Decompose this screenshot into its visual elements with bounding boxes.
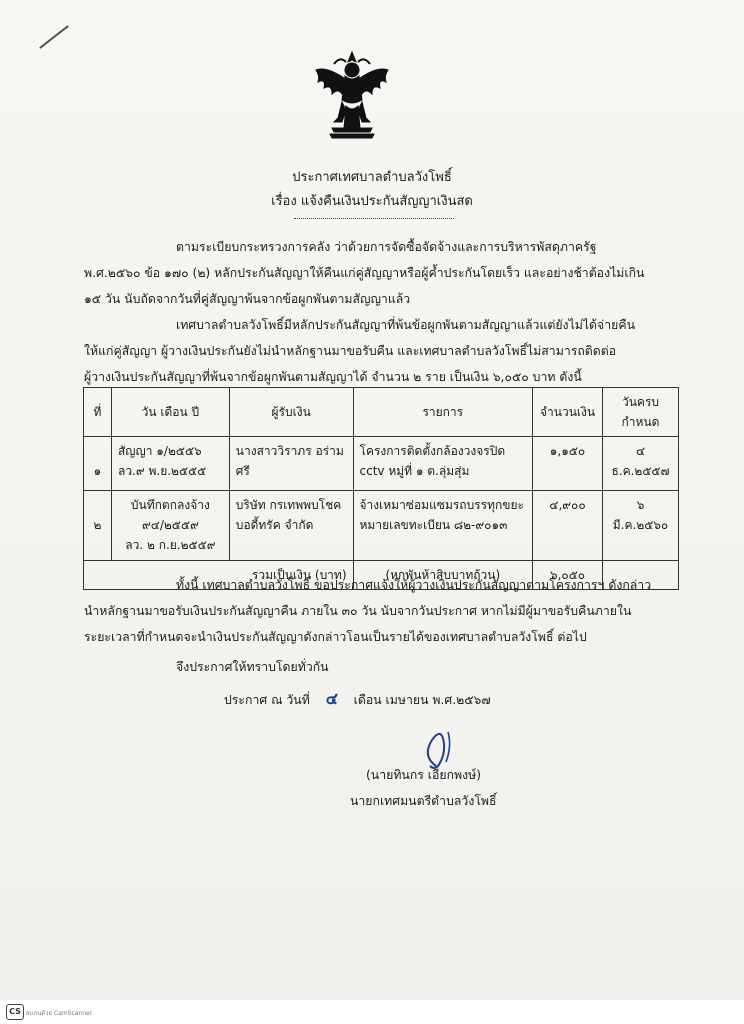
signer-name: (นายทินกร เอียกพงษ์) (366, 768, 482, 782)
separator-line (294, 218, 454, 219)
cell-date-line: ลว. ๒ ก.ย.๒๕๕๙ (125, 538, 216, 552)
total-words: (หกพันห้าสิบบาทถ้วน) (353, 561, 533, 590)
cell-payee-line: บริษัท กรเทพพบโชค (235, 498, 342, 512)
total-label: รวมเป็นเงิน (บาท) (84, 561, 354, 590)
paragraph1-line2: พ.ศ.๒๕๖๐ ข้อ ๑๗๐ (๒) หลักประกันสัญญาให้คืนแก่คู่สัญญาหรือผู้ค้ำประกันโดยเร็ว และอย่างช้าต้องไม่เกิน (84, 266, 645, 280)
date-prefix: ประกาศ ณ วันที่ (224, 693, 310, 707)
col-header-due: วันครบกำหนด (603, 388, 679, 437)
table-row (84, 491, 679, 561)
date-suffix: เดือน เมษายน พ.ศ.๒๕๖๗ (353, 693, 491, 707)
paragraph3-line1: ทั้งนี้ เทศบาลตำบลวังโพธิ์ ขอประกาศแจ้งให้ผู้วางเงินประกันสัญญาตามโครงการฯ ดังกล่าว (176, 578, 652, 592)
col-header-item: รายการ (353, 388, 533, 437)
col-header-date: วัน เดือน ปี (111, 388, 229, 437)
camscanner-logo-icon: CS (6, 1004, 24, 1020)
cell-date-line: ลว.๙ พ.ย.๒๕๕๕ (117, 464, 207, 478)
date-line (224, 686, 491, 713)
cell-amount: ๑,๑๕๐ (533, 437, 603, 491)
cell-payee: นางสาววิราภร อร่ามศรี (229, 437, 353, 491)
cell-no: ๒ (84, 491, 112, 561)
paragraph1-line1: ตามระเบียบกระทรวงการคลัง ว่าด้วยการจัดซื้อจัดจ้างและการบริหารพัสดุภาครัฐ (176, 240, 597, 254)
table-header-row (84, 388, 679, 437)
cell-item-line: cctv หมู่ที่ ๑ ต.ลุ่มสุ่ม (359, 464, 470, 478)
paragraph2-line1: เทศบาลตำบลวังโพธิ์มีหลักประกันสัญญาที่พ้นข้อผูกพันตามสัญญาแล้วแต่ยังไม่ได้จ่ายคืน (176, 318, 635, 332)
cell-item (353, 491, 533, 561)
col-header-no: ที่ (84, 388, 112, 437)
pen-mark (39, 25, 69, 49)
deposit-table (83, 387, 679, 590)
scanner-footer (0, 1000, 744, 1024)
cell-item-line: โครงการติดตั้งกล้องวงจรปิด (359, 444, 506, 458)
col-header-amount: จำนวนเงิน (533, 388, 603, 437)
cell-item-line: จ้างเหมาซ่อมแซมรถบรรทุกขยะ (359, 498, 524, 512)
date-day-handwritten: ๔ (325, 689, 338, 708)
cell-date-line: สัญญา ๑/๒๕๕๖ (117, 444, 202, 458)
cell-payee (229, 491, 353, 561)
cell-date (111, 491, 229, 561)
paragraph3-line3: ระยะเวลาที่กำหนดจะนำเงินประกันสัญญาดังกล่าวโอนเป็นรายได้ของเทศบาลตำบลวังโพธิ์ ต่อไป (84, 630, 587, 644)
cell-due: ๔ ธ.ค.๒๕๕๗ (603, 437, 679, 491)
cell-due: ๖ มี.ค.๒๕๖๐ (603, 491, 679, 561)
paragraph3-line2: นำหลักฐานมาขอรับเงินประกันสัญญาคืน ภายใน ๓๐ วัน นับจากวันประกาศ หากไม่มีผู้มาขอรับคืนภายใน (84, 604, 632, 618)
paragraph2-line2: ให้แก่คู่สัญญา ผู้วางเงินประกันยังไม่นำหลักฐานมาขอรับคืน และเทศบาลตำบลวังโพธิ์ไม่สามารถติดต่อ (84, 344, 617, 358)
paragraph2-line3: ผู้วางเงินประกันสัญญาที่พ้นจากข้อผูกพันตามสัญญาได้ จำนวน ๒ ราย เป็นเงิน ๖,๐๕๐ บาท ดังนี้ (84, 370, 582, 384)
garuda-emblem-icon (312, 48, 392, 140)
announce-line: จึงประกาศให้ทราบโดยทั่วกัน (176, 660, 329, 674)
cell-date-line: ๙๔/๒๕๕๙ (141, 518, 199, 532)
signer-title: นายกเทศมนตรีตำบลวังโพธิ์ (350, 794, 497, 808)
paragraph1-line3: ๑๕ วัน นับถัดจากวันที่คู่สัญญาพ้นจากข้อผูกพันตามสัญญาแล้ว (84, 292, 411, 306)
cell-date (111, 437, 229, 491)
announcement-heading: ประกาศเทศบาลตำบลวังโพธิ์ (292, 170, 452, 185)
total-amount: ๖,๐๕๐ (533, 561, 603, 590)
camscanner-label: สแกนด้วย CamScanner (26, 1010, 93, 1017)
table-row (84, 437, 679, 491)
cell-no: ๑ (84, 437, 112, 491)
cell-amount: ๔,๙๐๐ (533, 491, 603, 561)
cell-item (353, 437, 533, 491)
cell-payee-line: บอดี้ทรัค จำกัด (235, 518, 314, 532)
cell-date-line: บันทึกตกลงจ้าง (130, 498, 210, 512)
announcement-subject: เรื่อง แจ้งคืนเงินประกันสัญญาเงินสด (271, 194, 473, 209)
col-header-payee: ผู้รับเงิน (229, 388, 353, 437)
cell-item-line: หมายเลขทะเบียน ๘๒-๙๐๑๓ (359, 518, 508, 532)
